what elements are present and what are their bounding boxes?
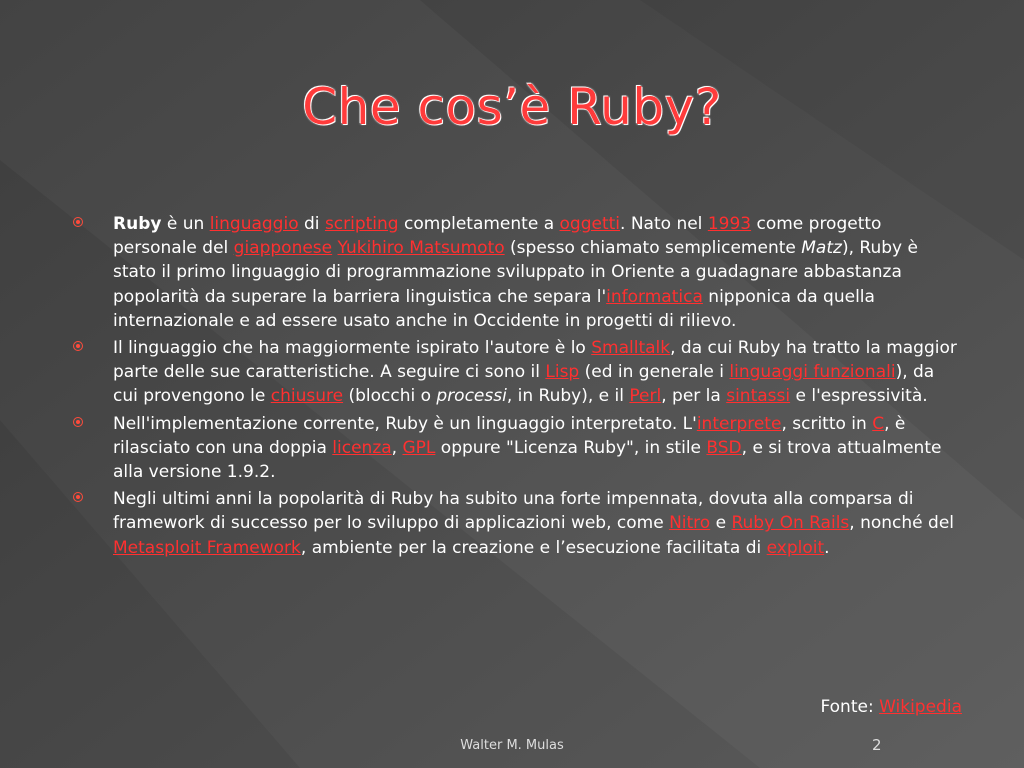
text-run: (blocchi o [343,386,437,407]
bullet-text [113,414,941,482]
text-run: è un [161,214,210,234]
text-run: di [298,214,325,234]
text-run: Negli ultimi anni la popolarità di Ruby ha subito una forte impennata, dovuta alla comparsa di framework di successo per lo sviluppo di applicazioni web, come [113,489,914,534]
bullet-list [73,212,963,563]
source-note [820,697,962,717]
wiki-link[interactable]: Ruby On Rails [731,513,850,534]
bold-term: Ruby [113,214,162,234]
wiki-link[interactable]: chiusure [270,386,344,407]
text-run: . [824,537,830,558]
text-run: Nell'implementazione corrente, Ruby è un linguaggio interpretato. L' [113,413,697,434]
wiki-link[interactable]: GPL [402,437,436,458]
wiki-link[interactable]: Perl [629,386,662,407]
text-run: , scritto in [781,413,873,434]
text-run: e [710,513,732,534]
wiki-link[interactable]: oggetti [559,214,621,234]
bullet-marker-icon [73,341,83,351]
text-run: , è rilasciato con una doppia [113,413,906,458]
wiki-link[interactable]: linguaggio [209,214,299,234]
wiki-link[interactable]: interprete [696,413,782,434]
wiki-link[interactable]: Lisp [545,362,580,383]
text-run: , da cui Ruby ha tratto la maggior parte delle sue caratteristiche. A seguire ci sono il [113,338,957,383]
wiki-link[interactable]: scripting [324,214,399,234]
wiki-link[interactable]: Smalltalk [591,338,671,359]
bullet-text [113,489,954,557]
bullet-item [73,412,963,485]
wiki-link[interactable]: C [872,413,885,434]
wiki-link[interactable]: informatica [606,286,703,307]
wiki-link[interactable]: 1993 [707,214,752,234]
italic-term: Matz [801,238,842,259]
text-run: , nonché del [849,513,954,534]
wiki-link[interactable]: BSD [706,437,742,458]
text-run: , e si trova attualmente alla versione 1.9.2. [113,437,942,483]
bullet-marker-icon [73,217,83,227]
bullet-item [73,487,963,560]
wiki-link[interactable]: linguaggi funzionali [729,362,896,383]
text-run: , per la [661,386,727,407]
bullet-item [73,336,963,409]
text-run: oppure "Licenza Ruby", in stile [435,437,707,458]
wiki-link[interactable]: Nitro [669,513,711,534]
footer-author: Walter M. Mulas [460,738,564,753]
wiki-link[interactable]: Yukihiro Matsumoto [337,238,505,259]
page-number: 2 [872,736,882,754]
bullet-marker-icon [73,492,83,502]
text-run: (ed in generale i [579,362,730,383]
text-run: come progetto personale del [113,214,882,259]
text-run: , ambiente per la creazione e l’esecuzione facilitata di [300,537,767,558]
wiki-link[interactable]: sintassi [726,386,791,407]
source-label: Fonte: [820,697,880,717]
wiki-link[interactable]: Metasploit Framework [113,537,301,558]
source-link-wikipedia[interactable]: Wikipedia [879,697,962,717]
text-run: , in Ruby), e il [506,386,630,407]
bullet-item [73,212,963,333]
wiki-link[interactable]: giapponese [233,238,333,259]
text-run: , [391,437,403,458]
bullet-text [113,214,918,331]
text-run: completamente a [398,214,560,234]
text-run: nipponica da quella internazionale e ad essere usato anche in Occidente in progetti di rilievo. [113,286,875,331]
text-run: ), da cui provengono le [113,362,935,407]
text-run: e l'espressività. [790,386,928,407]
wiki-link[interactable]: exploit [766,537,825,558]
text-run: ), Ruby è stato il primo linguaggio di programmazione sviluppato in Oriente a guadagnare abbastanza popolarità da superare la barriera linguistica che separa l' [113,238,918,307]
slide-title: Che cos’è Ruby? [302,78,722,136]
text-run: . Nato nel [620,214,708,234]
text-run: (spesso chiamato semplicemente [504,238,802,259]
bullet-marker-icon [73,417,83,427]
bullet-text [113,338,957,406]
text-run: Il linguaggio che ha maggiormente ispirato l'autore è lo [113,338,592,359]
wiki-link[interactable]: licenza [332,437,392,458]
italic-term: processi [436,386,507,407]
